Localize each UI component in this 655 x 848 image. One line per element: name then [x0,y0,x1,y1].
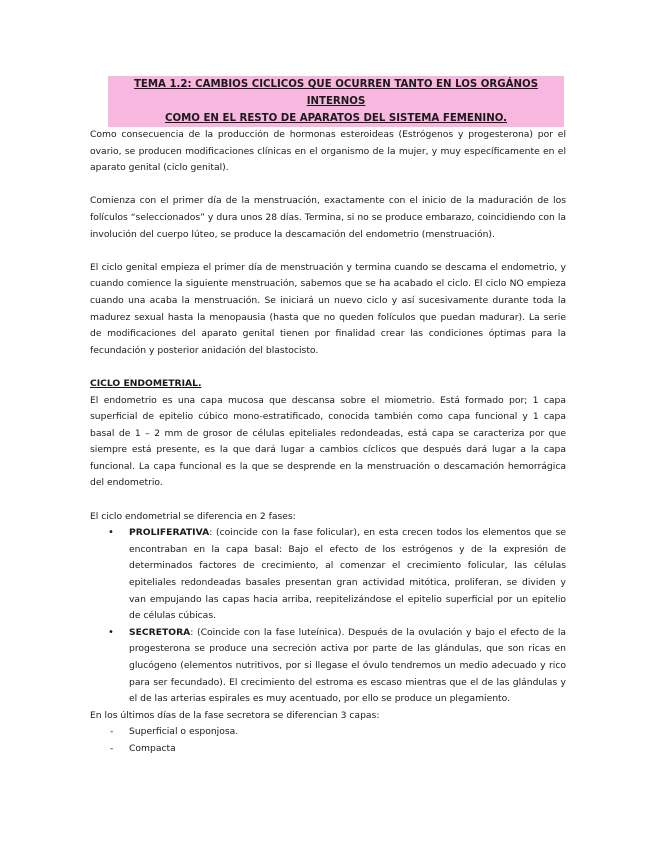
document-page [90,76,566,758]
paragraph-layers-intro: En los últimos días de la fase secretora se diferencian 3 capas: [90,709,380,721]
paragraph-cycle-start: Comienza con el primer día de la menstruación, exactamente con el inicio de la maduración de los folículos “seleccionados” y dura unos 28 días. Termina, si no se produce embarazo, coincidiendo con la involución del cuerpo lúteo, se produce la descamación del endometrio (menstruación). [90,195,566,240]
title-line-1: TEMA 1.2: CAMBIOS CICLICOS QUE OCURREN TANTO EN LOS ORGÁNOS INTERNOS [133,79,539,107]
title-line-2: COMO EN EL RESTO DE APARATOS DEL SISTEMA FEMENINO. [164,113,508,124]
paragraph-genital-cycle: El ciclo genital empieza el primer día de menstruación y termina cuando se descama el endometrio, y cuando comience la siguiente menstruación, sabemos que se ha acabado el ciclo. El ciclo NO empieza cuando una acaba la menstruación. Se iniciará un nuevo ciclo y así sucesivamente durante toda la madurez sexual hasta la menopausia (hasta que no queden folículos que puedan madurar). La serie de modificaciones del aparato genital tienen por finalidad crear las condiciones óptimas para la fecundación y posterior anidación del blastocisto. [90,261,566,356]
paragraph-phases-intro: El ciclo endometrial se diferencia en 2 fases: [90,510,296,522]
phase-text: : (coincide con la fase folicular), en esta crecen todos los elementos que se encontraban en la capa basal: Bajo el efecto de los estrógenos y de la expresión de determinados factores de crecimiento, al comenzar el crecimiento folicular, las células epiteliales redondeadas basales presentan gran actividad mitótica, proliferan, se dividen y van empujando las capas hacia arriba, reepitelizándose el epitelio superficial por un epitelio de células cúbicas. [129,527,566,622]
list-item-proliferative [90,525,566,625]
phases-list [90,525,566,708]
list-item-layer [90,741,566,758]
bullet-icon: • [108,626,114,638]
phase-name: SECRETORA [129,626,191,638]
spacer [90,492,566,509]
phase-name: PROLIFERATIVA [129,527,210,539]
dash-icon: - [110,742,114,754]
layers-list [90,724,566,757]
bullet-icon: • [108,527,114,539]
spacer [90,359,566,376]
dash-icon: - [110,726,114,738]
spacer [90,177,566,194]
list-item-secretory [90,625,566,708]
list-item-layer [90,724,566,741]
paragraph-endometrium: El endometrio es una capa mucosa que descansa sobre el miometrio. Está formado por; 1 capa superficial de epitelio cúbico mono-estratificado, conocida también como capa funcional y 1 capa basal de 1 – 2 mm de grosor de células epiteliales redondeadas, está capa se caracteriza por que siempre está presente, es la que dará lugar a cambios cíclicos que después dará lugar a la capa funcional. La capa funcional es la que se desprende en la menstruación o descamación hemorrágica del endometrio. [90,394,566,489]
spacer [90,243,566,260]
phase-text: : (Coincide con la fase luteínica). Después de la ovulación y bajo el efecto de la progesterona se produce una secreción activa por parte de las glándulas, que son ricas en glucógeno (elementos nutritivos, por si llegase el óvulo tendremos un medio adecuado y rico para ser fecundado). El crecimiento del estroma es escaso mientras que el de las glándulas y el de las arterias espirales es muy acentuado, por ello se produce un plegamiento. [129,626,566,705]
layer-label: Superficial o esponjosa. [129,726,239,738]
layer-label: Compacta [129,742,176,754]
paragraph-hormones: Como consecuencia de la producción de hormonas esteroideas (Estrógenos y progesterona) por el ovario, se producen modificaciones clínicas en el organismo de la mujer, y muy específicamente en el aparato genital (ciclo genital). [90,129,566,174]
section-heading-endometrial: CICLO ENDOMETRIAL. [90,377,202,389]
document-title [108,76,564,127]
